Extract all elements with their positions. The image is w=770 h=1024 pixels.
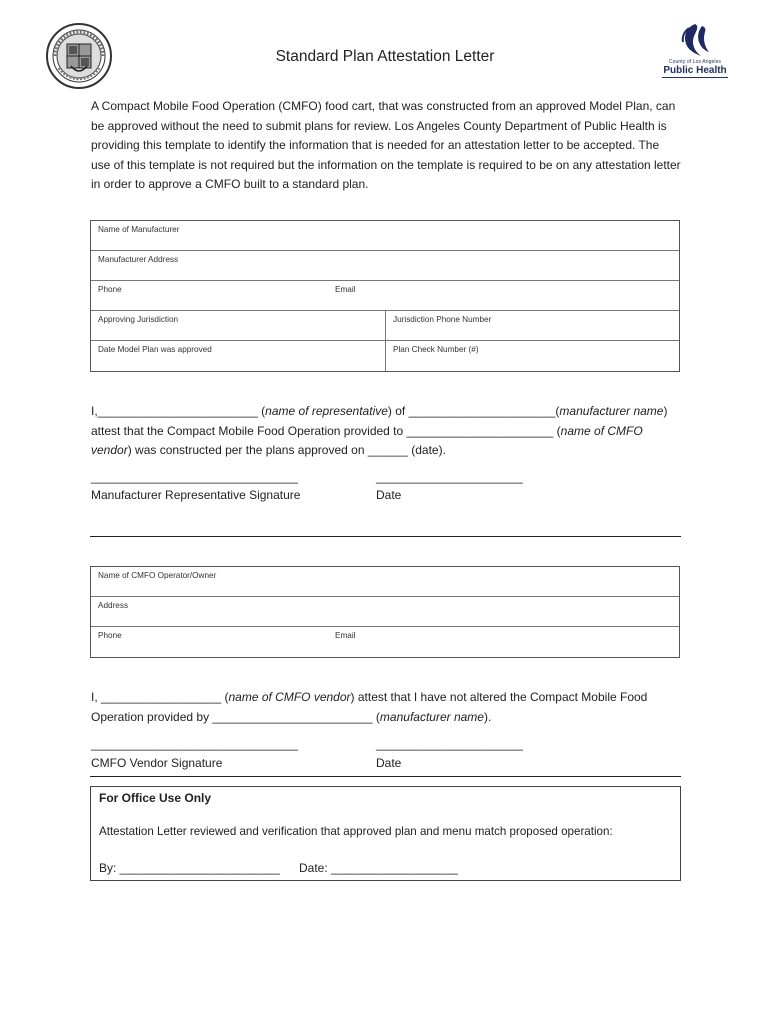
approving-jurisdiction-field[interactable] <box>91 311 385 340</box>
attest-hint: manufacturer name <box>379 709 484 724</box>
vendor-signature-label: CMFO Vendor Signature <box>91 756 223 770</box>
field-label: Manufacturer Address <box>98 255 179 264</box>
office-use-heading: For Office Use Only <box>99 791 212 805</box>
attest-text: I, __________________ ( <box>91 690 229 704</box>
logo-public-health-text: Public Health <box>663 65 727 76</box>
manufacturer-name-field[interactable] <box>91 221 679 250</box>
vendor-signature-line[interactable]: _______________________________ <box>91 737 298 751</box>
vendor-attestation-text <box>91 688 681 727</box>
attest-text: ) was constructed per the plans approved on ______ (date). <box>127 443 446 457</box>
jurisdiction-phone-field[interactable] <box>385 311 679 340</box>
operator-phone-field[interactable] <box>91 627 328 657</box>
field-label: Approving Jurisdiction <box>98 315 179 324</box>
form-row <box>91 567 679 597</box>
form-row <box>91 281 679 311</box>
intro-paragraph: A Compact Mobile Food Operation (CMFO) food cart, that was constructed from an approved Model Plan, can be approved without the need to submit plans for review. Los Angeles County Department of Public Health is providing this template to identify the information that is needed for an attestation letter to be accepted. The use of this template is not required but the information on the template is required to be on any attestation letter in order to approve a CMFO built to a standard plan. <box>91 99 681 191</box>
section-divider <box>90 536 681 537</box>
manufacturer-date-line[interactable]: ______________________ <box>376 470 523 484</box>
form-row <box>91 251 679 281</box>
manufacturer-phone-field[interactable] <box>91 281 328 310</box>
operator-email-field[interactable] <box>328 627 679 657</box>
attest-hint: name of CMFO vendor <box>91 423 643 457</box>
attest-text: ) of ______________________( <box>387 404 560 418</box>
form-row <box>91 341 679 371</box>
operator-name-field[interactable] <box>91 567 679 596</box>
field-label: Address <box>98 601 129 610</box>
field-label: Plan Check Number (#) <box>393 345 479 354</box>
manufacturer-date-label: Date <box>376 488 402 502</box>
field-label: Phone <box>98 285 122 294</box>
form-row <box>91 221 679 251</box>
office-date-field[interactable]: Date: ___________________ <box>299 861 458 875</box>
plan-check-number-field[interactable] <box>385 341 679 371</box>
office-by-field[interactable]: By: ________________________ <box>99 861 280 875</box>
form-row <box>91 311 679 341</box>
attest-text: ) attest that I have not altered the Compact Mobile Food Operation provided by ________________________ ( <box>91 690 648 724</box>
field-label: Name of Manufacturer <box>98 225 180 234</box>
field-label: Phone <box>98 631 122 640</box>
plan-approved-date-field[interactable] <box>91 341 385 371</box>
form-row <box>91 597 679 627</box>
logo-county-text: County of Los Angeles <box>668 59 722 65</box>
section-divider <box>90 776 681 777</box>
attest-text: I,________________________ ( <box>91 404 266 418</box>
attest-text: ) attest that the Compact Mobile Food Operation provided to ______________________ ( <box>91 404 668 438</box>
attest-text: ). <box>483 709 492 724</box>
field-label: Email <box>335 285 356 294</box>
manufacturer-attestation-text <box>91 402 681 461</box>
field-label: Email <box>335 631 356 640</box>
manufacturer-form <box>90 220 680 372</box>
operator-form <box>90 566 680 658</box>
manufacturer-signature-label: Manufacturer Representative Signature <box>91 488 301 502</box>
page-title: Standard Plan Attestation Letter <box>275 48 495 65</box>
vendor-date-label: Date <box>376 756 402 770</box>
vendor-date-line[interactable]: ______________________ <box>376 737 523 751</box>
manufacturer-address-field[interactable] <box>91 251 679 280</box>
field-label: Name of CMFO Operator/Owner <box>98 571 217 580</box>
form-row <box>91 627 679 657</box>
office-use-box <box>90 786 681 881</box>
manufacturer-signature-line[interactable]: _______________________________ <box>91 470 298 484</box>
operator-address-field[interactable] <box>91 597 679 626</box>
attest-hint: manufacturer name <box>559 404 664 418</box>
manufacturer-email-field[interactable] <box>328 281 679 310</box>
attest-hint: name of representative <box>265 404 388 418</box>
field-label: Jurisdiction Phone Number <box>393 315 492 324</box>
office-use-statement: Attestation Letter reviewed and verification that approved plan and menu match proposed operation: <box>99 825 613 838</box>
field-label: Date Model Plan was approved <box>98 345 212 354</box>
attest-hint: name of CMFO vendor <box>228 690 351 704</box>
